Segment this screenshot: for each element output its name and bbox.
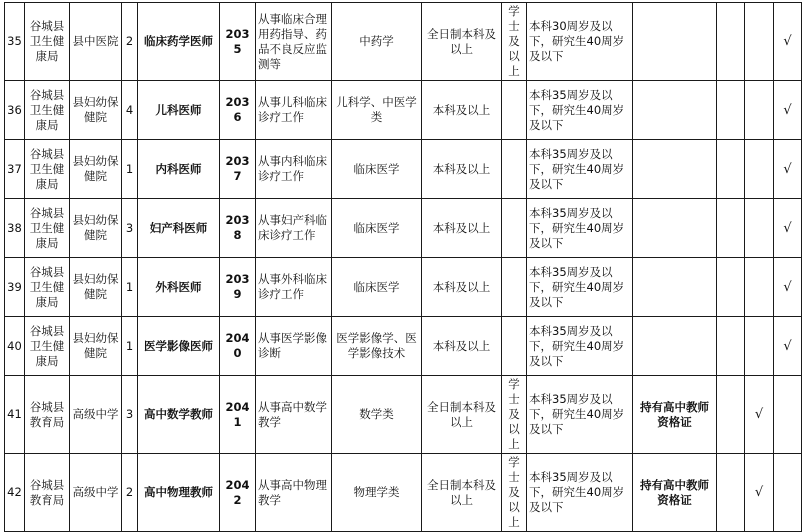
post-cell: 高中物理教师 <box>138 454 220 532</box>
edu-cell: 全日制本科及以上 <box>422 376 502 454</box>
age-cell: 本科35周岁及以下，研究生40周岁及以下 <box>527 81 633 140</box>
dept-cell: 谷城县卫生健康局 <box>25 140 70 199</box>
major-cell: 物理学类 <box>332 454 422 532</box>
major-cell: 临床医学 <box>332 258 422 317</box>
dept-cell: 谷城县卫生健康局 <box>25 258 70 317</box>
age-cell: 本科35周岁及以下，研究生40周岁及以下 <box>527 199 633 258</box>
dept-cell: 谷城县教育局 <box>25 376 70 454</box>
major-cell: 中药学 <box>332 3 422 81</box>
seq-cell: 42 <box>5 454 25 532</box>
unit-cell: 县妇幼保健院 <box>70 140 122 199</box>
dept-cell: 谷城县教育局 <box>25 454 70 532</box>
degree-cell <box>502 258 527 317</box>
unit-cell: 县妇幼保健院 <box>70 81 122 140</box>
edu-cell: 本科及以上 <box>422 317 502 376</box>
age-cell: 本科35周岁及以下，研究生40周岁及以下 <box>527 454 633 532</box>
seq-cell: 37 <box>5 140 25 199</box>
age-cell: 本科30周岁及以下，研究生40周岁及以下 <box>527 3 633 81</box>
seq-cell: 40 <box>5 317 25 376</box>
check-cell-3: √ <box>774 3 802 81</box>
cert-cell: 持有高中教师资格证 <box>633 454 717 532</box>
edu-cell: 全日制本科及以上 <box>422 3 502 81</box>
edu-cell: 本科及以上 <box>422 258 502 317</box>
cert-cell <box>633 81 717 140</box>
age-cell: 本科35周岁及以下，研究生40周岁及以下 <box>527 317 633 376</box>
cert-cell <box>633 3 717 81</box>
count-cell: 1 <box>122 258 138 317</box>
code-cell: 2037 <box>220 140 256 199</box>
table-row <box>5 258 802 317</box>
edu-cell: 全日制本科及以上 <box>422 454 502 532</box>
check-cell-3 <box>774 454 802 532</box>
age-cell: 本科35周岁及以下，研究生40周岁及以下 <box>527 376 633 454</box>
unit-cell: 县中医院 <box>70 3 122 81</box>
check-cell-2: √ <box>745 454 774 532</box>
degree-cell <box>502 317 527 376</box>
code-cell: 2041 <box>220 376 256 454</box>
check-cell-2 <box>745 81 774 140</box>
table-row <box>5 140 802 199</box>
edu-cell: 本科及以上 <box>422 140 502 199</box>
recruitment-table <box>4 2 802 532</box>
unit-cell: 高级中学 <box>70 376 122 454</box>
unit-cell: 高级中学 <box>70 454 122 532</box>
degree-cell: 学士及以上 <box>502 3 527 81</box>
duty-cell: 从事临床合理用药指导、药品不良反应监测等 <box>256 3 332 81</box>
dept-cell: 谷城县卫生健康局 <box>25 317 70 376</box>
duty-cell: 从事妇产科临床诊疗工作 <box>256 199 332 258</box>
check-cell-1 <box>717 140 745 199</box>
major-cell: 临床医学 <box>332 199 422 258</box>
check-cell-3: √ <box>774 140 802 199</box>
seq-cell: 39 <box>5 258 25 317</box>
count-cell: 2 <box>122 3 138 81</box>
count-cell: 4 <box>122 81 138 140</box>
check-cell-3: √ <box>774 317 802 376</box>
seq-cell: 35 <box>5 3 25 81</box>
degree-cell: 学士及以上 <box>502 454 527 532</box>
unit-cell: 县妇幼保健院 <box>70 317 122 376</box>
edu-cell: 本科及以上 <box>422 199 502 258</box>
code-cell: 2040 <box>220 317 256 376</box>
check-cell-1 <box>717 454 745 532</box>
count-cell: 3 <box>122 376 138 454</box>
seq-cell: 41 <box>5 376 25 454</box>
edu-cell: 本科及以上 <box>422 81 502 140</box>
check-cell-1 <box>717 258 745 317</box>
check-cell-2 <box>745 3 774 81</box>
table-row <box>5 376 802 454</box>
table-row <box>5 199 802 258</box>
cert-cell <box>633 140 717 199</box>
cert-cell <box>633 258 717 317</box>
major-cell: 临床医学 <box>332 140 422 199</box>
seq-cell: 38 <box>5 199 25 258</box>
code-cell: 2042 <box>220 454 256 532</box>
cert-cell <box>633 317 717 376</box>
count-cell: 3 <box>122 199 138 258</box>
post-cell: 外科医师 <box>138 258 220 317</box>
code-cell: 2038 <box>220 199 256 258</box>
post-cell: 儿科医师 <box>138 81 220 140</box>
age-cell: 本科35周岁及以下，研究生40周岁及以下 <box>527 258 633 317</box>
post-cell: 妇产科医师 <box>138 199 220 258</box>
check-cell-2: √ <box>745 376 774 454</box>
duty-cell: 从事高中数学教学 <box>256 376 332 454</box>
dept-cell: 谷城县卫生健康局 <box>25 3 70 81</box>
degree-cell: 学士及以上 <box>502 376 527 454</box>
check-cell-3: √ <box>774 81 802 140</box>
code-cell: 2036 <box>220 81 256 140</box>
check-cell-1 <box>717 199 745 258</box>
degree-cell <box>502 81 527 140</box>
table-row <box>5 454 802 532</box>
code-cell: 2035 <box>220 3 256 81</box>
unit-cell: 县妇幼保健院 <box>70 199 122 258</box>
check-cell-3 <box>774 376 802 454</box>
count-cell: 1 <box>122 140 138 199</box>
major-cell: 医学影像学、医学影像技术 <box>332 317 422 376</box>
check-cell-1 <box>717 81 745 140</box>
major-cell: 儿科学、中医学类 <box>332 81 422 140</box>
dept-cell: 谷城县卫生健康局 <box>25 199 70 258</box>
check-cell-3: √ <box>774 199 802 258</box>
check-cell-2 <box>745 199 774 258</box>
post-cell: 医学影像医师 <box>138 317 220 376</box>
check-cell-1 <box>717 3 745 81</box>
duty-cell: 从事儿科临床诊疗工作 <box>256 81 332 140</box>
table-row <box>5 317 802 376</box>
cert-cell <box>633 199 717 258</box>
dept-cell: 谷城县卫生健康局 <box>25 81 70 140</box>
check-cell-2 <box>745 140 774 199</box>
major-cell: 数学类 <box>332 376 422 454</box>
check-cell-3: √ <box>774 258 802 317</box>
cert-cell: 持有高中教师资格证 <box>633 376 717 454</box>
degree-cell <box>502 199 527 258</box>
degree-cell <box>502 140 527 199</box>
check-cell-1 <box>717 317 745 376</box>
duty-cell: 从事医学影像诊断 <box>256 317 332 376</box>
post-cell: 内科医师 <box>138 140 220 199</box>
table-row <box>5 81 802 140</box>
count-cell: 1 <box>122 317 138 376</box>
seq-cell: 36 <box>5 81 25 140</box>
count-cell: 2 <box>122 454 138 532</box>
check-cell-2 <box>745 317 774 376</box>
post-cell: 高中数学教师 <box>138 376 220 454</box>
duty-cell: 从事外科临床诊疗工作 <box>256 258 332 317</box>
age-cell: 本科35周岁及以下，研究生40周岁及以下 <box>527 140 633 199</box>
duty-cell: 从事内科临床诊疗工作 <box>256 140 332 199</box>
code-cell: 2039 <box>220 258 256 317</box>
check-cell-2 <box>745 258 774 317</box>
check-cell-1 <box>717 376 745 454</box>
table-row <box>5 3 802 81</box>
post-cell: 临床药学医师 <box>138 3 220 81</box>
duty-cell: 从事高中物理教学 <box>256 454 332 532</box>
unit-cell: 县妇幼保健院 <box>70 258 122 317</box>
